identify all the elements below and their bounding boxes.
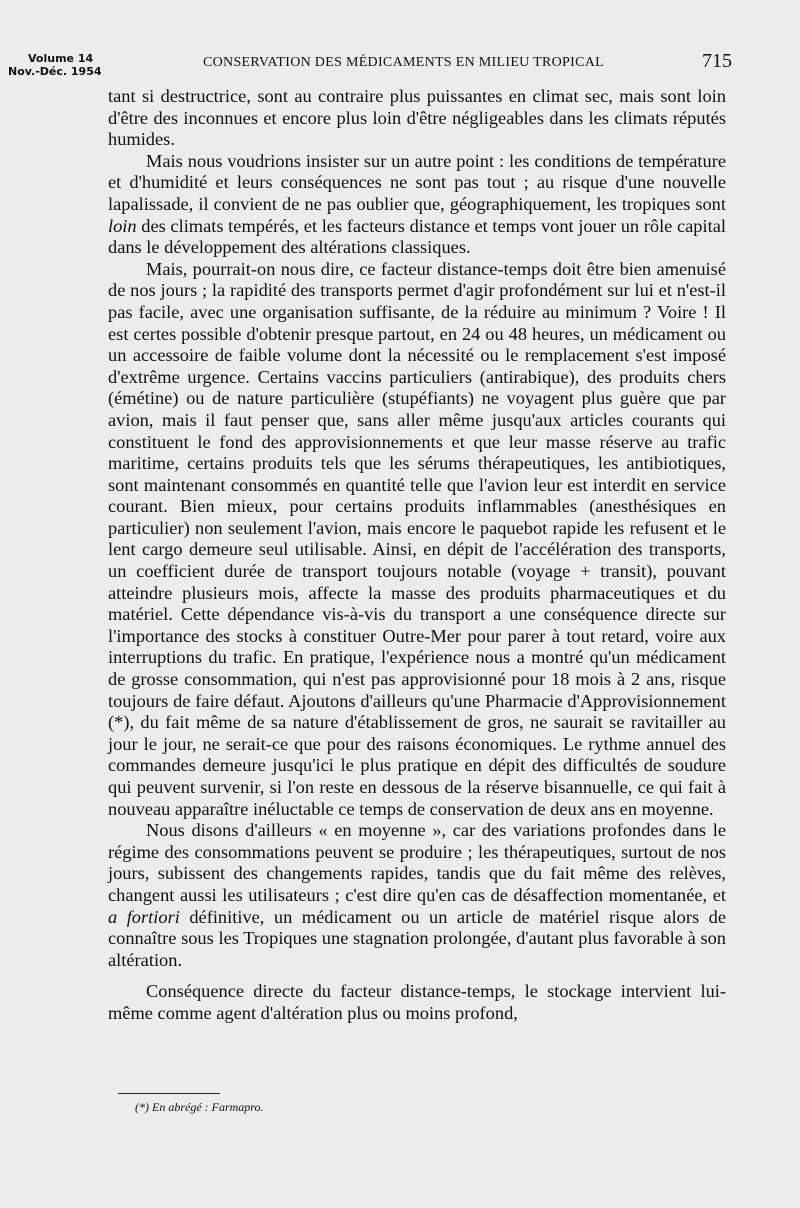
volume-number: Volume 14 bbox=[28, 52, 94, 65]
paragraph-2-emphasis: loin bbox=[108, 215, 137, 236]
paragraph-2 bbox=[108, 151, 726, 259]
running-title: CONSERVATION DES MÉDICAMENTS EN MILIEU TROPICAL bbox=[203, 55, 604, 70]
article-body bbox=[108, 86, 726, 1025]
paragraph-4 bbox=[108, 820, 726, 971]
paragraph-2-text-b: des climats tempérés, et les facteurs distance et temps vont jouer un rôle capital dans le développement des altérations classiques. bbox=[108, 215, 726, 258]
paragraph-4-emphasis: a fortiori bbox=[108, 906, 180, 927]
page-number: 715 bbox=[702, 50, 732, 72]
footnote-rule bbox=[118, 1093, 220, 1094]
paragraph-1: tant si destructrice, sont au contraire plus puissantes en climat sec, mais sont loin d'être des inconnues et encore plus loin d'être négligeables dans les climats réputés humides. bbox=[108, 86, 726, 150]
volume-info bbox=[8, 52, 102, 78]
paragraph-3: Mais, pourrait-on nous dire, ce facteur distance-temps doit être bien amenuisé de nos jours ; la rapidité des transports permet d'agir profondément sur lui et n'est-il pas facile, avec une organisation suffisante, de la réduire au minimum ? Voire ! Il est certes possible d'obtenir presque partout, en 24 ou 48 heures, un médicament ou un accessoire de faible volume dont la nécessité ou le remplacement s'est imposé d'extrême urgence. Certains vaccins particuliers (antirabique), des produits chers (émétine) ou de nature particulière (stupéfiants) ne voyagent plus guère que par avion, mais il faut penser que, sans aller même jusqu'aux articles courants qui constituent le fond des approvisionnements et que leur masse réserve au trafic maritime, certains produits tels que les sérums thérapeutiques, les antibiotiques, sont maintenant consommés en quantité telle que l'avion leur est interdit en service courant. Bien mieux, pour certains produits inflammables (anesthésiques en particulier) non seulement l'avion, mais encore le paquebot rapide les refusent et le lent cargo demeure seul utilisable. Ainsi, en dépit de l'accélération des transports, un coefficient durée de transport toujours notable (voyage + transit), pouvant atteindre plusieurs mois, affecte la masse des produits pharmaceutiques et du matériel. Cette dépendance vis-à-vis du transport a une conséquence directe sur l'importance des stocks à constituer Outre-Mer pour parer à tout retard, voire aux interruptions du trafic. En pratique, l'expérience nous a montré qu'un médicament de grosse consommation, qui n'est pas approvisionné pour 18 mois à 2 ans, risque toujours de faire défaut. Ajoutons d'ailleurs qu'une Pharmacie d'Approvisionnement (*), du fait même de sa nature d'établissement de gros, ne saurait se ravitailler au jour le jour, ne serait-ce que pour des raisons économiques. Le rythme annuel des commandes demeure jusqu'ici le plus pratique en dépit des difficultés de soudure qui peuvent survenir, si l'on reste en dessous de la réserve bisannuelle, ce qui fait à nouveau apparaître inéluctable ce temps de conservation de deux ans en moyenne. bbox=[108, 258, 726, 819]
paragraph-5: Conséquence directe du facteur distance-temps, le stockage intervient lui-même comme agent d'altération plus ou moins profond, bbox=[108, 981, 726, 1023]
footnote: (*) En abrégé : Farmapro. bbox=[135, 1100, 264, 1114]
paragraph-2-text-a: Mais nous voudrions insister sur un autre point : les conditions de température et d'humidité et leurs conséquences ne sont pas tout ; au risque d'une nouvelle lapalissade, il convient de ne pas oublier que, géographiquement, les tropiques sont bbox=[108, 150, 726, 214]
issue-date: Nov.-Déc. 1954 bbox=[8, 65, 102, 78]
paragraph-4-text-a: Nous disons d'ailleurs « en moyenne », car des variations profondes dans le régime des consommations peuvent se produire ; les thérapeutiques, surtout de nos jours, subissent des changements rapides, tandis que du fait même des relèves, changent aussi les utilisateurs ; c'est dire qu'en cas de désaffection momentanée, et bbox=[108, 820, 726, 905]
paragraph-4-text-b: définitive, un médicament ou un article de matériel risque alors de connaître sous les Tropiques une stagnation prolongée, d'autant plus favorable à son altération. bbox=[108, 906, 726, 970]
